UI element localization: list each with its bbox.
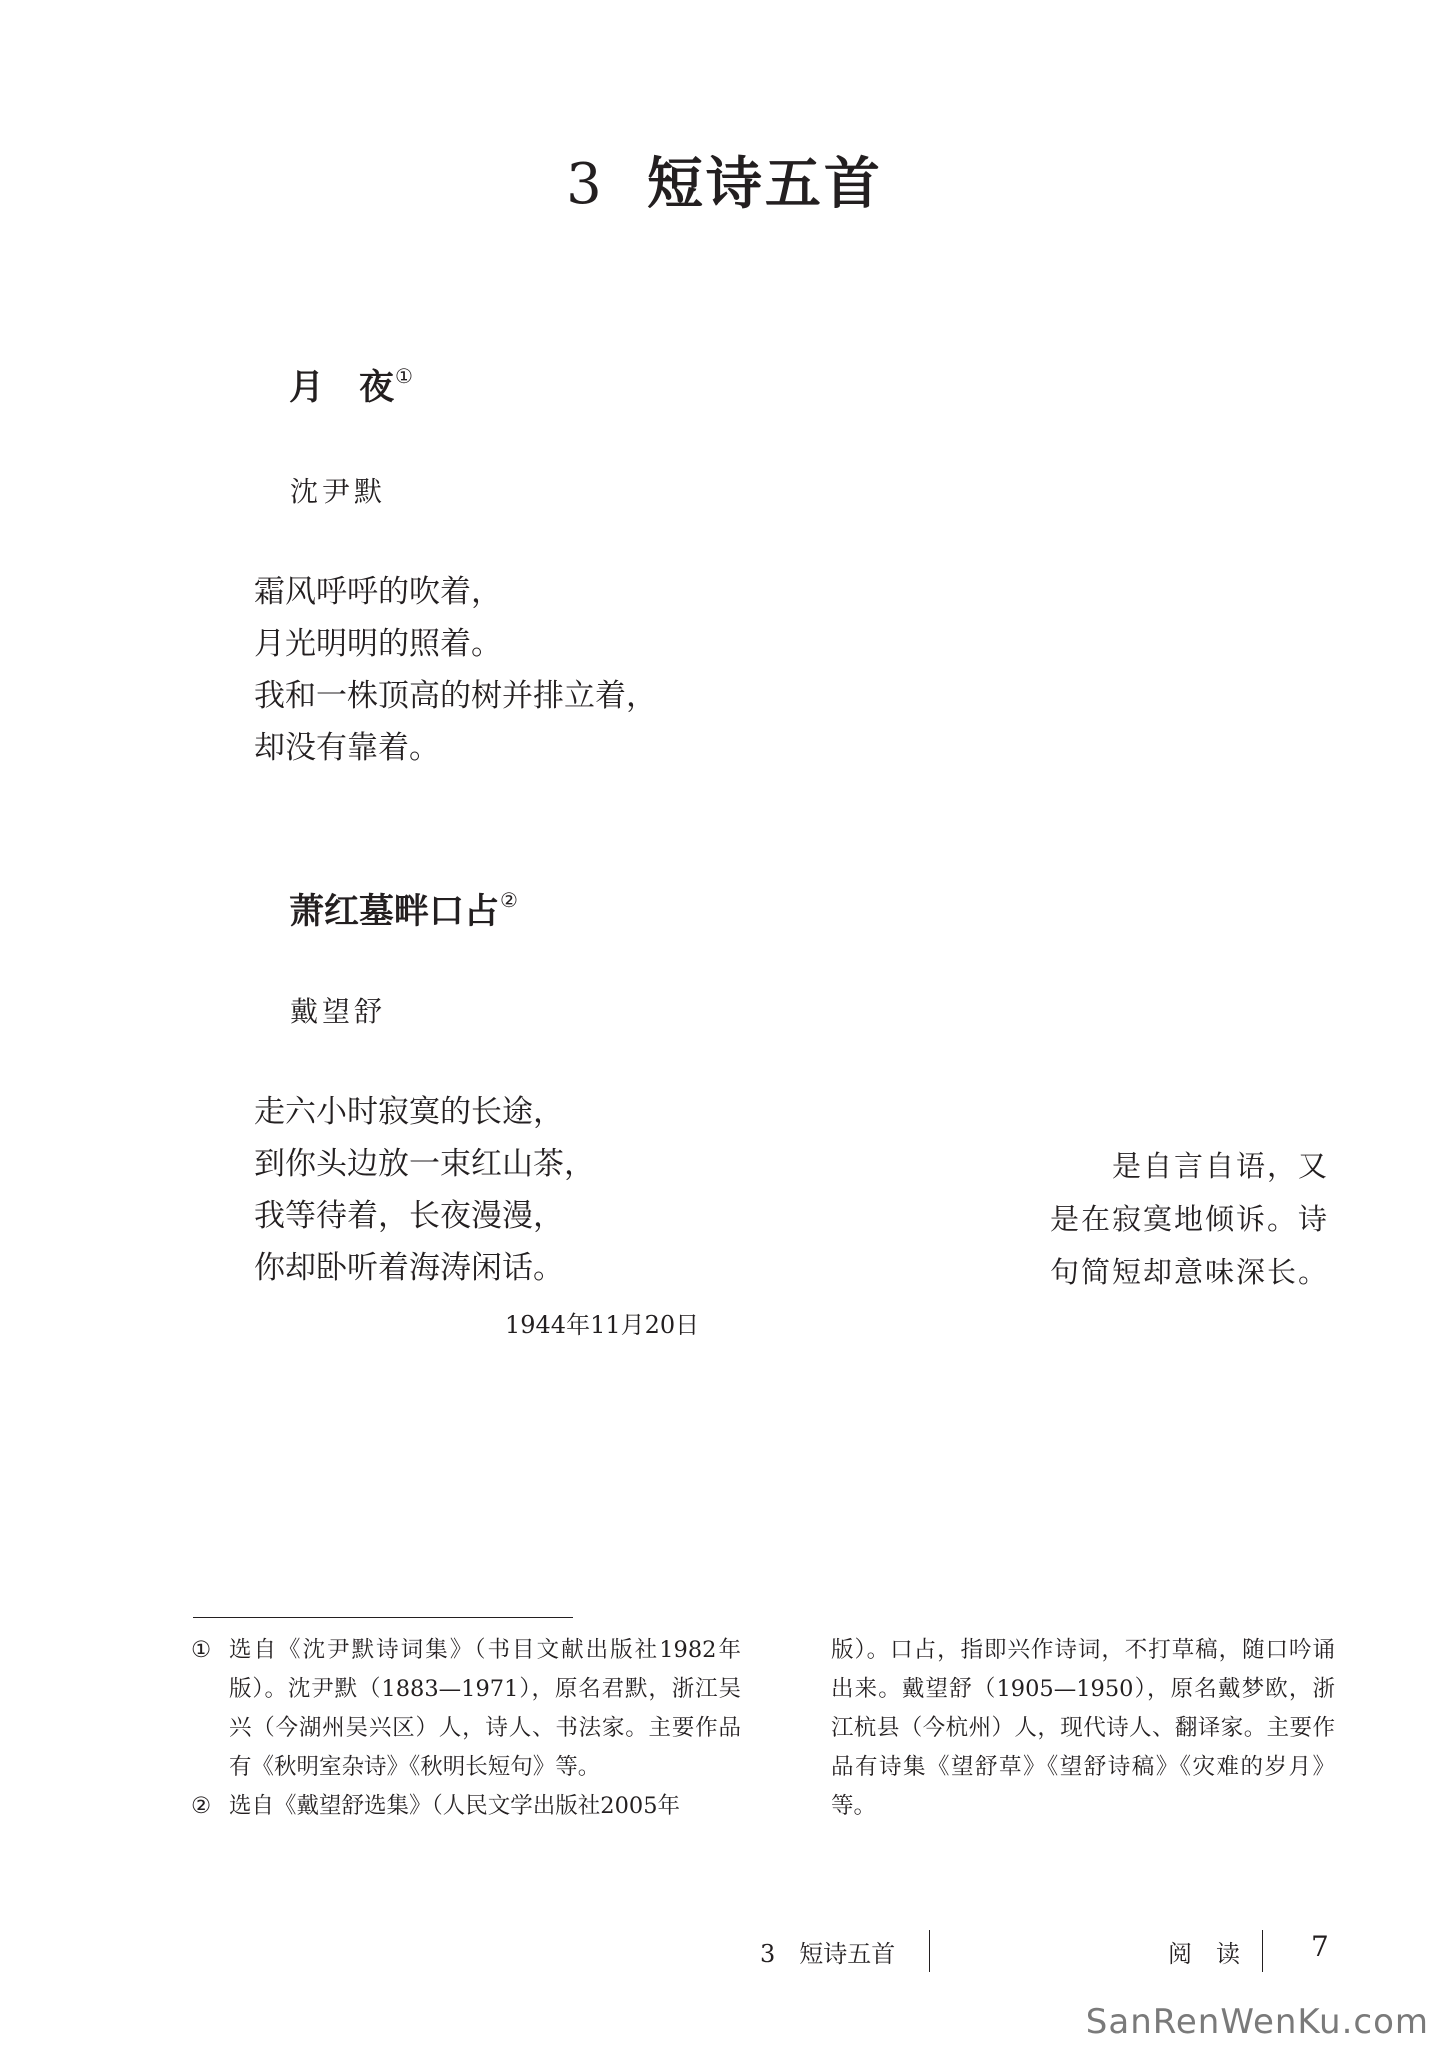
footer-section: 阅 读 [1168, 1940, 1240, 1968]
footnote-marker: ② [191, 1793, 212, 1819]
side-annotation [889, 1140, 1329, 1299]
footnotes-column-right: 版）。口占，指即兴作诗词，不打草稿，随口吟诵出来。戴望舒（1905—1950），原名戴梦欧，浙江杭县（今杭州）人，现代诗人、翻译家。主要作品有诗集《望舒草》《望舒诗稿》《灾难的岁月》等。 [831, 1637, 1335, 1819]
poem-author: 沈尹默 [290, 475, 387, 508]
footnote-text: 选自《沈尹默诗词集》（书目文献出版社1982年版）。沈尹默（1883—1971），原名君默，浙江吴兴（今湖州吴兴区）人，诗人、书法家。主要作品有《秋明室杂诗》《秋明长短句》等。 [229, 1637, 741, 1780]
page-title [0, 140, 1449, 220]
side-annotation-line: 句简短却意味深长。 [1049, 1255, 1329, 1289]
poem-line: 你却卧听着海涛闲话。 [254, 1250, 564, 1286]
footnote-2 [191, 1787, 741, 1826]
side-annotation-line: 是自言自语，又 [1111, 1149, 1329, 1183]
page-number: 7 [1311, 1930, 1329, 1963]
poem-line: 我等待着，长夜漫漫， [254, 1198, 564, 1234]
footer-divider [1262, 1930, 1263, 1972]
footnotes-column-left [191, 1631, 741, 1826]
watermark: SanRenWenKu.com [1085, 2002, 1429, 2042]
footnote-marker: ① [191, 1637, 212, 1663]
poem-body-xiaohong [254, 1086, 595, 1294]
poem-line: 走六小时寂寞的长途， [254, 1094, 564, 1130]
poem-title-text: 萧红墓畔口占 [289, 892, 500, 932]
poem-line: 霜风呼呼的吹着， [254, 574, 502, 610]
footer-divider [929, 1930, 930, 1972]
footnote-ref-1[interactable]: ① [395, 364, 413, 388]
poem-body-yueye [254, 566, 657, 774]
poem-title-text: 月 夜 [289, 368, 395, 408]
footnote-text: 选自《戴望舒选集》（人民文学出版社2005年 [229, 1793, 681, 1819]
poem-line: 月光明明的照着。 [254, 626, 502, 662]
poem-date: 1944年11月20日 [505, 1311, 700, 1339]
poem-line: 到你头边放一束红山茶， [254, 1146, 595, 1182]
side-annotation-line: 是在寂寞地倾诉。诗 [1049, 1202, 1329, 1236]
footer-lesson-label: 3 短诗五首 [760, 1940, 896, 1968]
poem-title-yueye [289, 360, 413, 410]
lesson-number: 3 [566, 152, 605, 217]
poem-author: 戴望舒 [290, 995, 387, 1028]
lesson-title-text: 短诗五首 [646, 152, 883, 217]
poem-line: 却没有靠着。 [254, 730, 440, 766]
footnote-ref-2[interactable]: ② [500, 888, 518, 912]
footnote-divider [193, 1617, 573, 1618]
footnote-1 [191, 1631, 741, 1787]
poem-title-xiaohong [289, 884, 518, 934]
poem-line: 我和一株顶高的树并排立着， [254, 678, 657, 714]
